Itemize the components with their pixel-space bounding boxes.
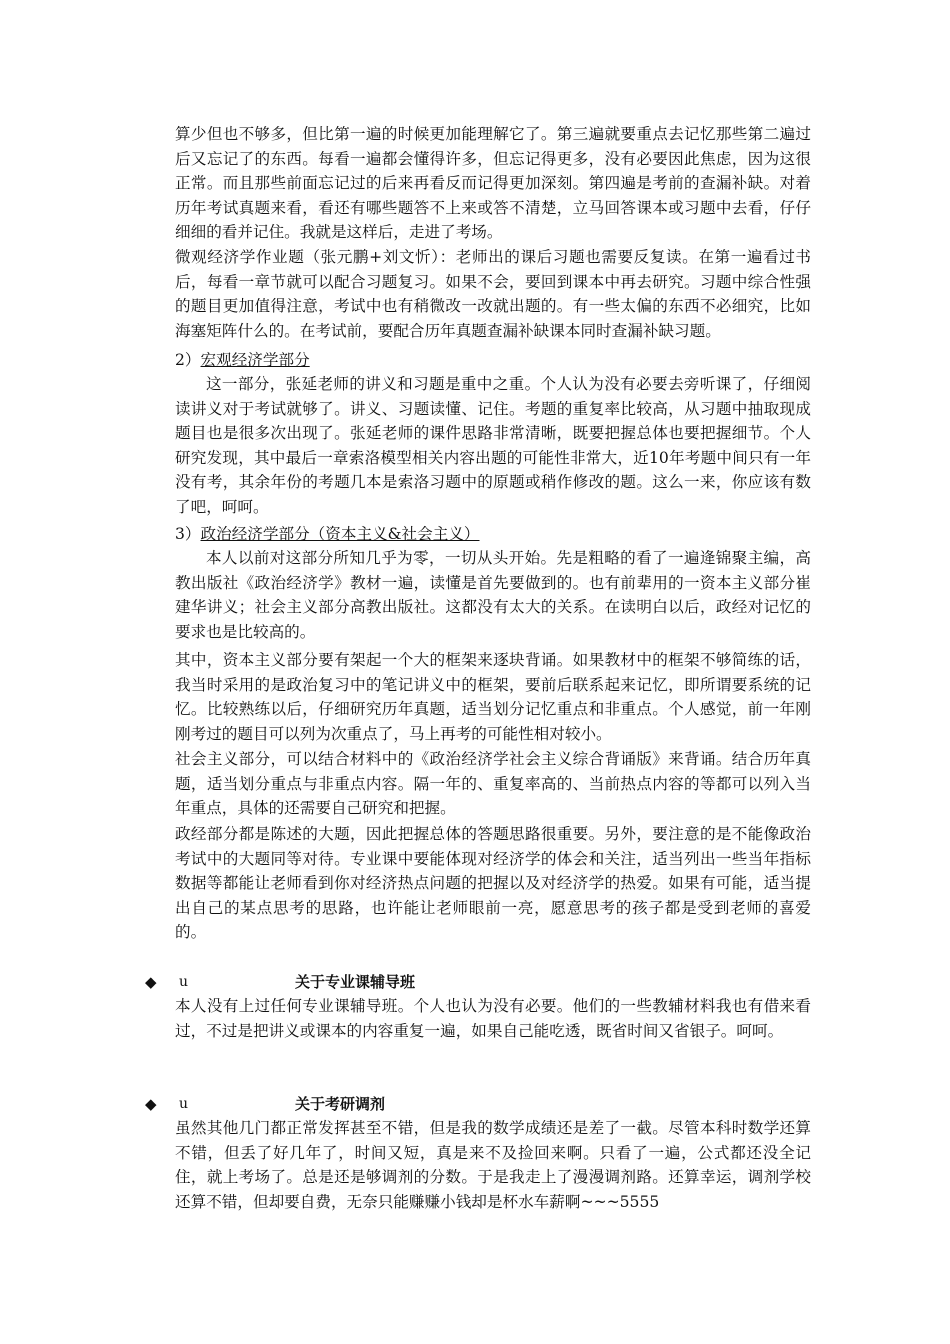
diamond-bullet-icon: ◆ <box>145 973 157 991</box>
paragraph-micro-exercises: 微观经济学作业题（张元鹏+刘文忻）：老师出的课后习题也需要反复读。在第一遍看过书后，每看一章节就可以配合习题复习。如果不会，要回到课本中再去研究。习题中综合性强的题目更加值得注意，考试中也有稍微改一改就出题的。有一些太偏的东西不必细究，比如海塞矩阵什么的。在考试前，要配合历年真题查漏补缺课本同时查漏补缺习题。 <box>175 248 811 340</box>
paragraph-political-intro: 本人以前对这部分所知几乎为零，一切从头开始。先是粗略的看了一遍逄锦聚主编，高教出版社《政治经济学》教材一遍，读懂是首先要做到的。也有前辈用的一资本主义部分崔建华讲义；社会主义部分高教出版社。这都没有太大的关系。在读明白以后，政经对记忆的要求也是比较高的。 <box>175 549 811 641</box>
section-title: 关于考研调剂 <box>295 1095 386 1113</box>
paragraph-review-method: 算少但也不够多，但比第一遍的时候更加能理解它了。第三遍就要重点去记忆那些第二遍过后又忘记了的东西。每看一遍都会懂得许多，但忘记得更多，没有必要因此焦虑，因为这很正常。而且那些前面忘记过的后来再看反而记得更加深刻。第四遍是考前的查漏补缺。对着历年考试真题来看，看还有哪些题答不上来或答不清楚，立马回答课本或习题中去看，仔仔细细的看并记住。我就是这样后，走进了考场。 <box>175 125 811 241</box>
section-heading-adjustment <box>145 1092 805 1116</box>
heading-number: 3） <box>175 525 201 543</box>
diamond-bullet-icon: ◆ <box>145 1095 157 1113</box>
list-marker: u <box>179 1096 189 1112</box>
heading-title: 宏观经济学部分 <box>200 351 310 369</box>
paragraph-capitalism: 其中，资本主义部分要有架起一个大的框架来逐块背诵。如果教材中的框架不够简练的话，我当时采用的是政治复习中的笔记讲义中的框架，要前后联系起来记忆，即所谓要系统的记忆。比较熟练以后，仔细研究历年真题，适当划分记忆重点和非重点。个人感觉，前一年刚刚考过的题目可以列为次重点了，马上再考的可能性相对较小。 <box>175 651 811 743</box>
heading-macro-economics <box>175 348 310 373</box>
section-title: 关于专业课辅导班 <box>295 973 416 991</box>
paragraph-macro: 这一部分，张延老师的讲义和习题是重中之重。个人认为没有必要去旁听课了，仔细阅读讲义对于考试就够了。讲义、习题读懂、记住。考题的重复率比较高，从习题中抽取现成题目也是很多次出现了。张延老师的课件思路非常清晰，既要把握总体也要把握细节。个人研究发现，其中最后一章索洛模型相关内容出题的可能性非常大，近10年考题中间只有一年没有考，其余年份的考题几本是索洛习题中的原题或稍作修改的题。这么一来，你应该有数了吧，呵呵。 <box>175 375 811 516</box>
section-heading-tutoring <box>145 970 805 994</box>
list-marker: u <box>179 974 189 990</box>
heading-political-economy <box>175 522 480 547</box>
heading-title: 政治经济学部分（资本主义&社会主义） <box>200 525 480 543</box>
paragraph-answer-strategy: 政经部分都是陈述的大题，因此把握总体的答题思路很重要。另外，要注意的是不能像政治考试中的大题同等对待。专业课中要能体现对经济学的体会和关注，适当列出一些当年指标数据等都能让老师看到你对经济热点问题的把握以及对经济学的热爱。如果有可能，适当提出自己的某点思考的思路，也许能让老师眼前一亮，愿意思考的孩子都是受到老师的喜爱的。 <box>175 825 811 941</box>
heading-number: 2） <box>175 351 201 369</box>
paragraph-adjustment: 虽然其他几门都正常发挥甚至不错，但是我的数学成绩还是差了一截。尽管本科时数学还算不错，但丢了好几年了，时间又短，真是来不及捡回来啊。只看了一遍，公式都还没全记住，就上考场了。总是还是够调剂的分数。于是我走上了漫漫调剂路。还算幸运，调剂学校还算不错，但却要自费，无奈只能赚赚小钱却是杯水车薪啊~~~5555 <box>175 1119 811 1211</box>
paragraph-tutoring: 本人没有上过任何专业课辅导班。个人也认为没有必要。他们的一些教辅材料我也有借来看过，不过是把讲义或课本的内容重复一遍，如果自己能吃透，既省时间又省银子。呵呵。 <box>175 997 811 1040</box>
paragraph-socialism: 社会主义部分，可以结合材料中的《政治经济学社会主义综合背诵版》来背诵。结合历年真题，适当划分重点与非重点内容。隔一年的、重复率高的、当前热点内容的等都可以列入当年重点，具体的还需要自己研究和把握。 <box>175 750 811 817</box>
